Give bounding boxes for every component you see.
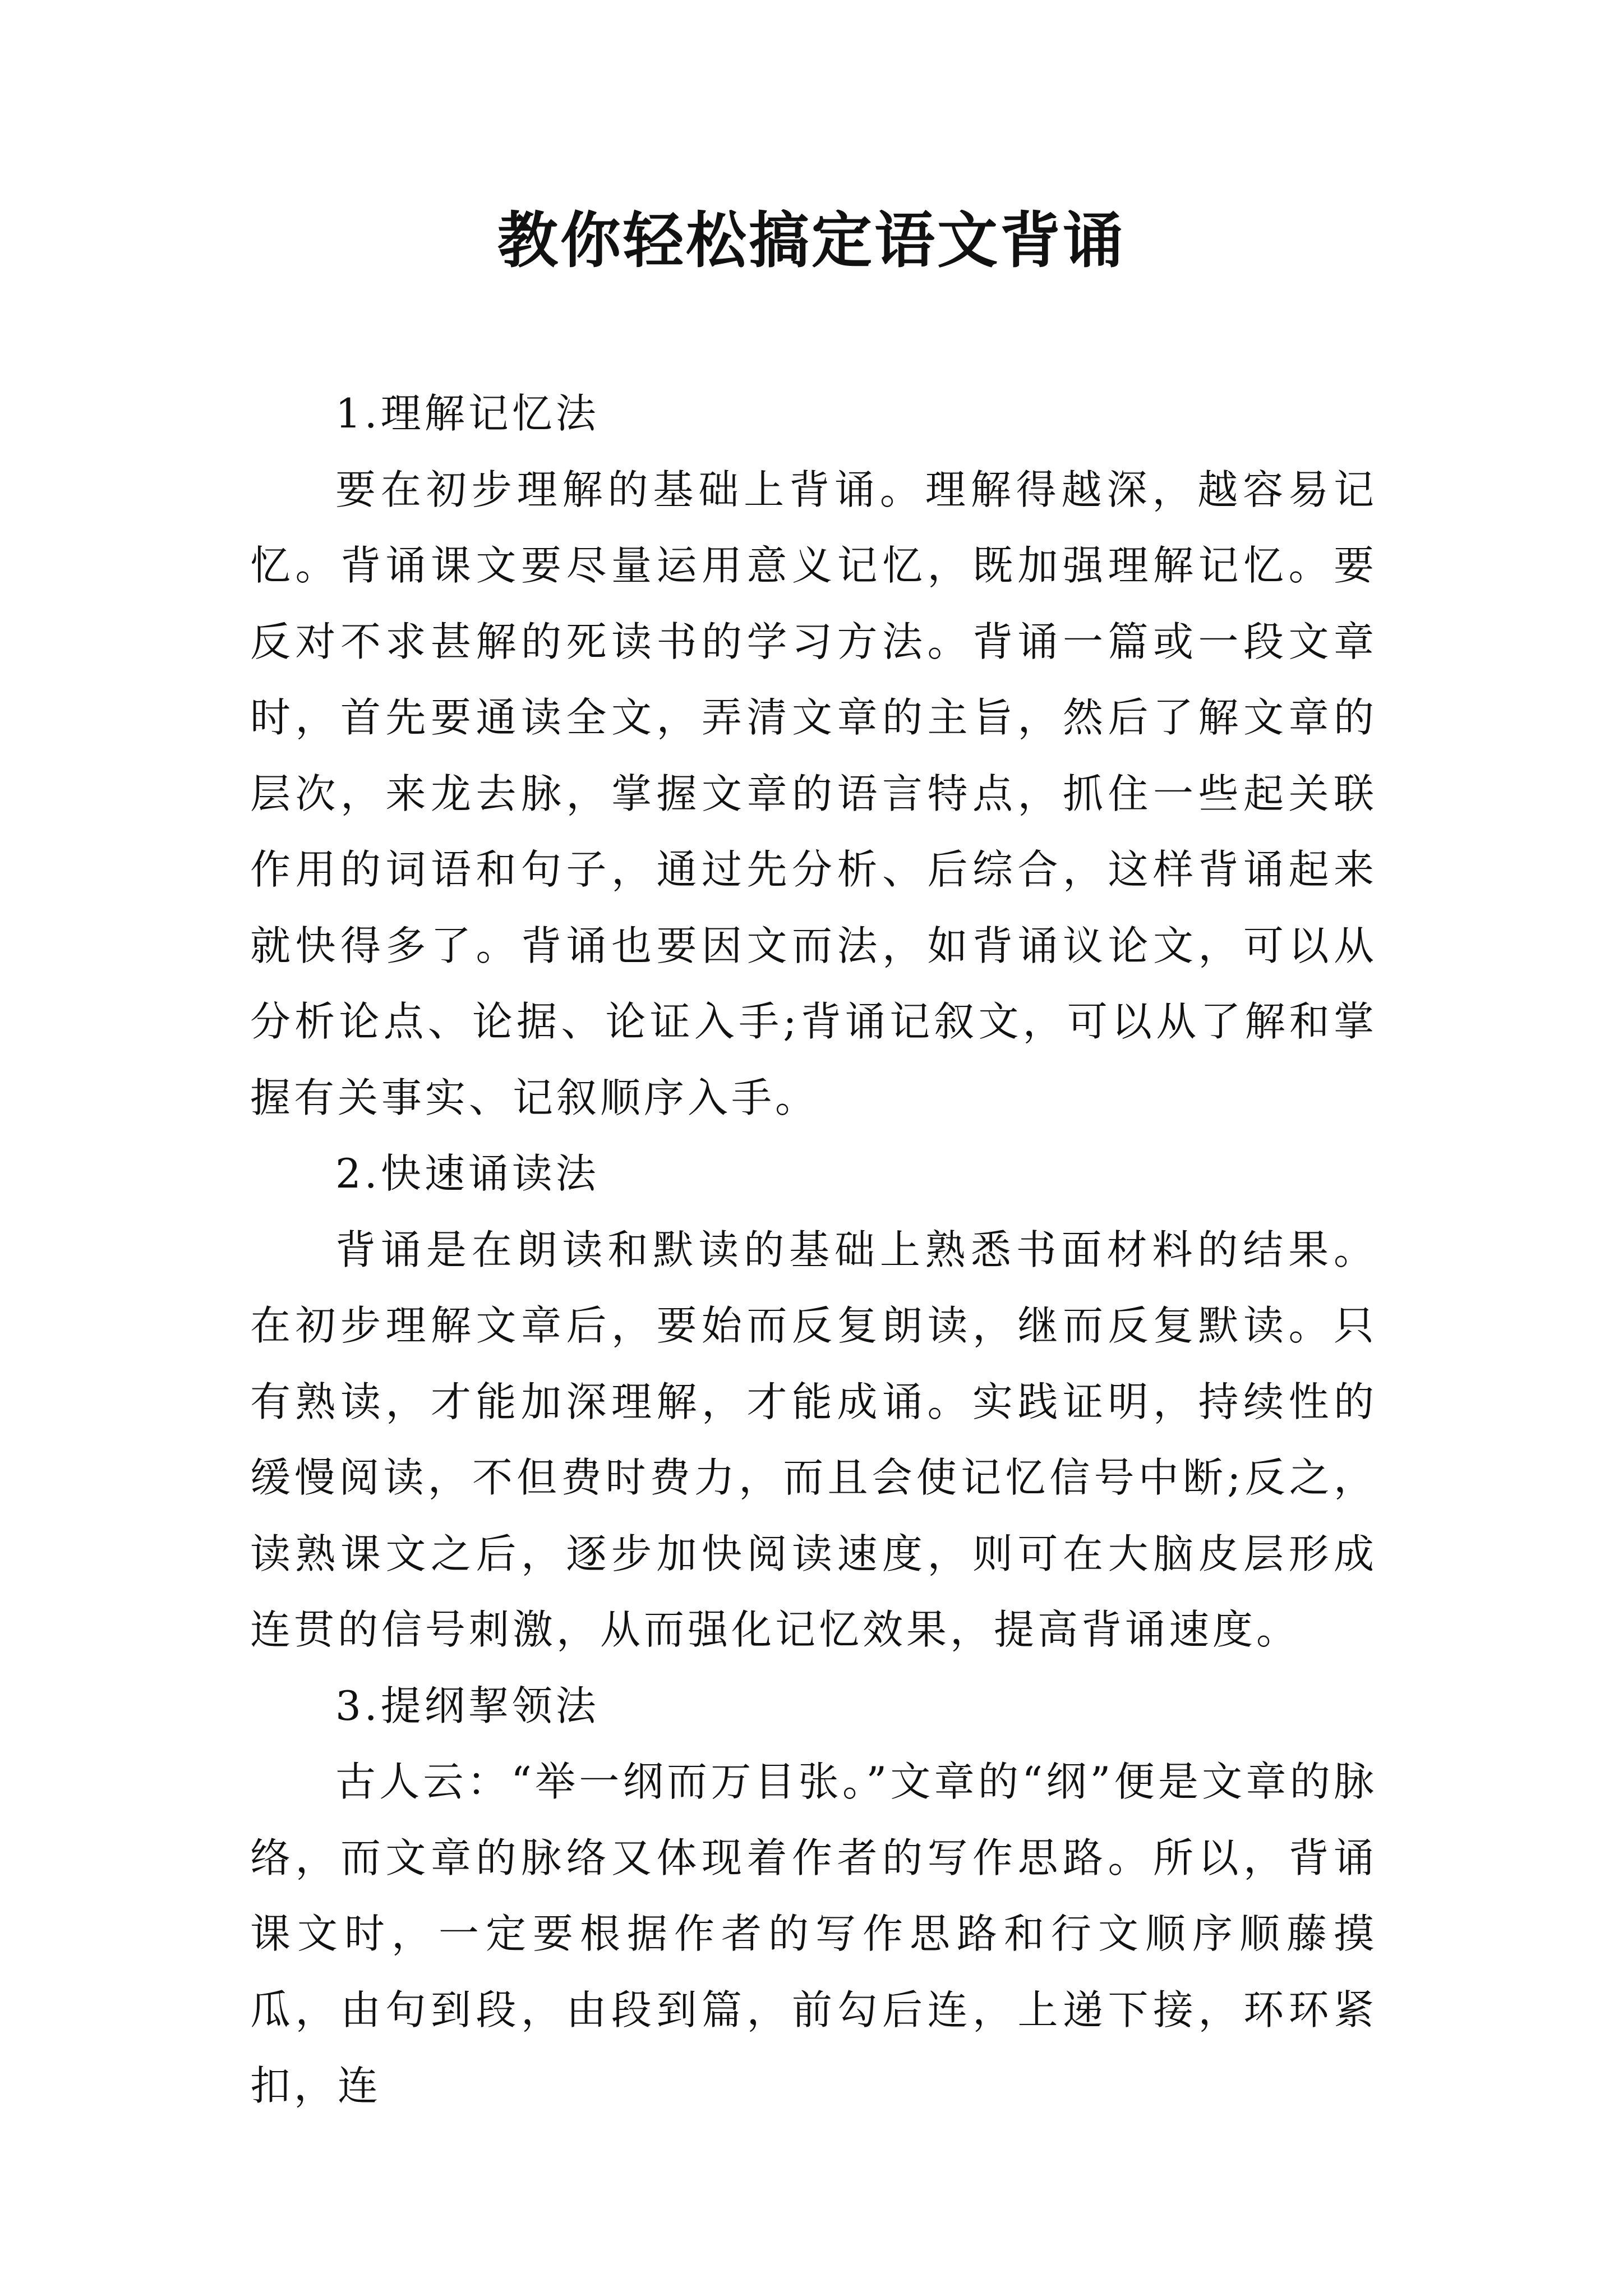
section-2-heading: 2.快速诵读法	[335, 1150, 600, 1197]
document-title: 教你轻松搞定语文背诵	[497, 206, 1126, 276]
section-1-paragraph: 要在初步理解的基础上背诵。理解得越深，越容易记忆。背诵课文要尽量运用意义记忆，既加强理解记忆。要反对不求甚解的死读书的学习方法。背诵一篇或一段文章时，首先要通读全文，弄清文章的主旨，然后了解文章的层次，来龙去脉，掌握文章的语言特点，抓住一些起关联作用的词语和句子，通过先分析、后综合，这样背诵起来就快得多了。背诵也要因文而法，如背诵议论文，可以从分析论点、论据、论证入手;背诵记叙文，可以从了解和掌握有关事实、记叙顺序入手。	[250, 466, 1377, 1121]
section-2-paragraph: 背诵是在朗读和默读的基础上熟悉书面材料的结果。在初步理解文章后，要始而反复朗读，继而反复默读。只有熟读，才能加深理解，才能成诵。实践证明，持续性的缓慢阅读，不但费时费力，而且会使记忆信号中断;反之，读熟课文之后，逐步加快阅读速度，则可在大脑皮层形成连贯的信号刺激，从而强化记忆效果，提高背诵速度。	[250, 1226, 1377, 1653]
section-3-paragraph: 古人云：“举一纲而万目张。”文章的“纲”便是文章的脉络，而文章的脉络又体现着作者的写作思路。所以，背诵课文时，一定要根据作者的写作思路和行文顺序顺藤摸瓜，由句到段，由段到篇，前勾后连，上递下接，环环紧扣，连	[250, 1758, 1377, 2109]
document-body	[250, 376, 1377, 2124]
section-3-heading: 3.提纲挈领法	[335, 1682, 600, 1729]
section-1-heading: 1.理解记忆法	[335, 390, 600, 437]
